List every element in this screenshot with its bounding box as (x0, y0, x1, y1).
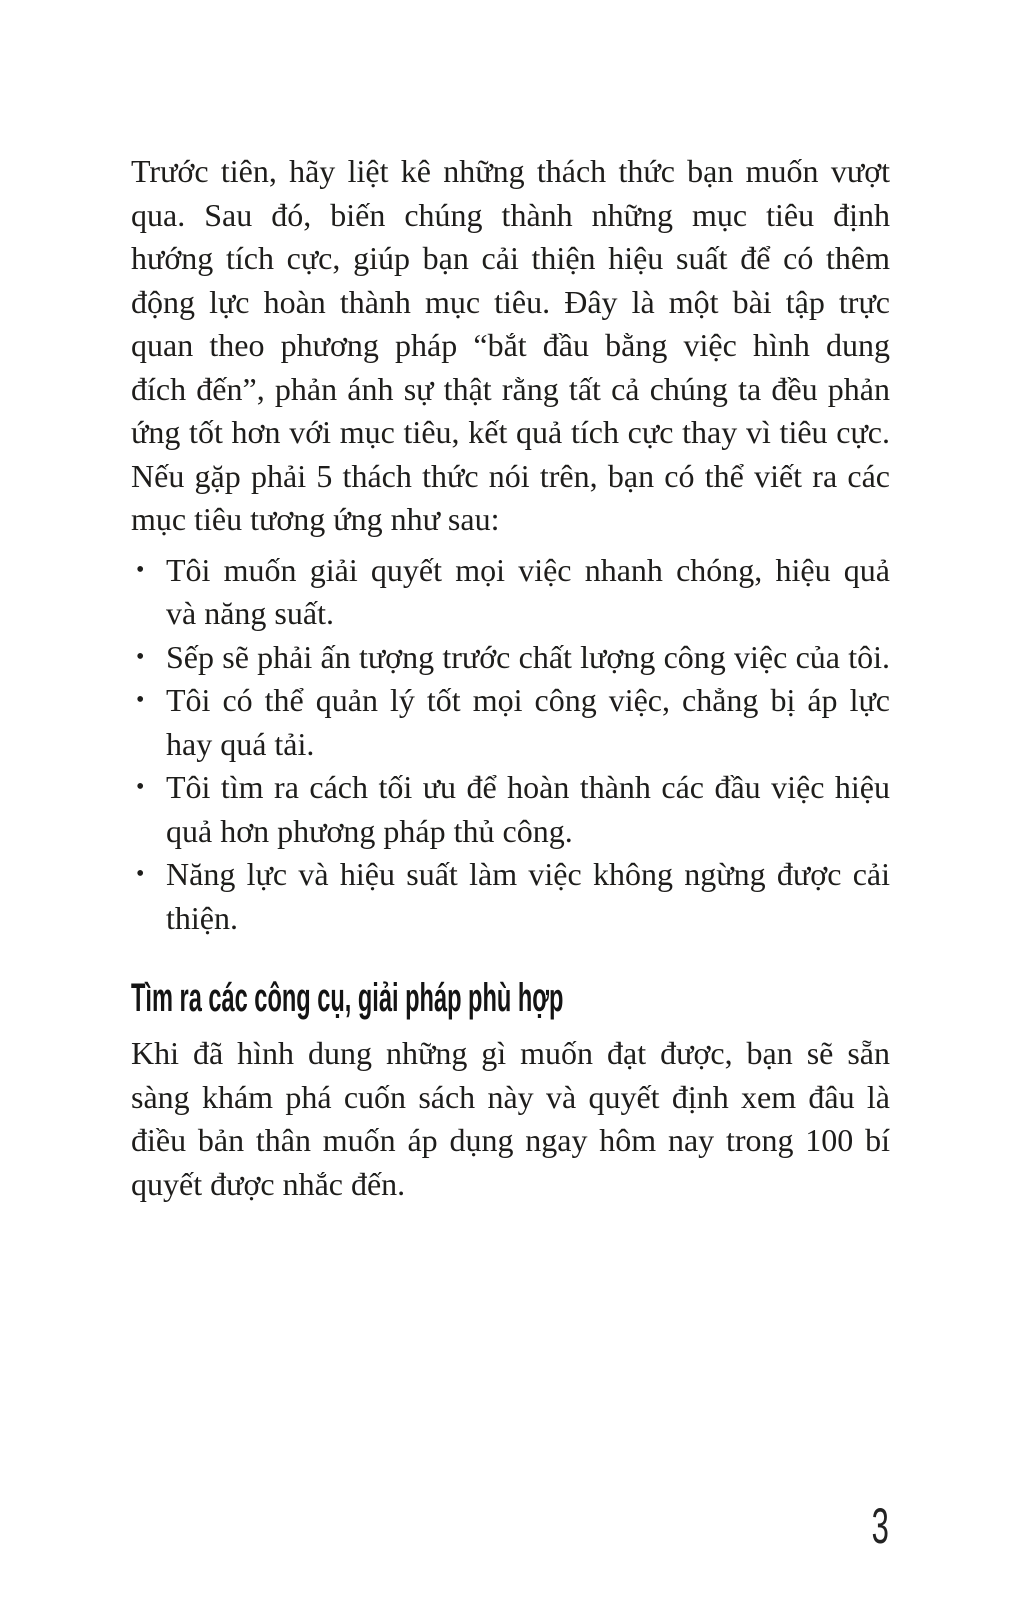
text-line: quyết được nhắc đến. (131, 1165, 406, 1202)
text-line: sàng khám phá cuốn sách này và quyết định xem đâu là (131, 1078, 890, 1115)
text-line: Năng lực và hiệu suất làm việc không ngừng được cải (166, 856, 890, 892)
list-item-text (166, 766, 890, 853)
page-content (131, 150, 890, 1206)
list-item-text (166, 549, 890, 636)
bullet-icon: • (136, 643, 145, 670)
text-line: Tôi có thể quản lý tốt mọi công việc, chẳng bị áp lực (166, 682, 890, 718)
text-line: mục tiêu tương ứng như sau: (131, 501, 500, 537)
text-line: Tôi muốn giải quyết mọi việc nhanh chóng, hiệu quả (166, 551, 890, 588)
text-line: quan theo phương pháp “bắt đầu bằng việc hình dung (131, 327, 890, 363)
text-line: và năng suất. (166, 595, 334, 631)
page-number: 3 (871, 1498, 889, 1554)
intro-paragraph (131, 150, 890, 542)
bullet-icon: • (136, 861, 145, 887)
text-line: Tôi tìm ra cách tối ưu để hoàn thành các đầu việc hiệu (166, 769, 890, 805)
text-line: Nếu gặp phải 5 thách thức nói trên, bạn có thể viết ra các (131, 457, 890, 494)
text-line: ứng tốt hơn với mục tiêu, kết quả tích cực thay vì tiêu cực. (131, 414, 890, 450)
text-line: hướng tích cực, giúp bạn cải thiện hiệu suất để có thêm (131, 240, 890, 276)
list-item (131, 853, 890, 940)
list-item (131, 766, 890, 853)
bullet-icon: • (136, 774, 145, 800)
section-heading: Tìm ra các công cụ, giải pháp phù hợp (131, 976, 564, 1020)
text-line: Khi đã hình dung những gì muốn đạt được, bạn sẽ sẵn (131, 1035, 890, 1071)
list-item (131, 636, 890, 680)
list-item (131, 549, 890, 636)
list-item-text (166, 636, 890, 680)
text-line: đích đến”, phản ánh sự thật rằng tất cả chúng ta đều phản (131, 370, 890, 407)
text-line: Sếp sẽ phải ấn tượng trước chất lượng công việc của tôi. (166, 638, 890, 675)
text-line: quả hơn phương pháp thủ công. (166, 812, 573, 849)
text-line: điều bản thân muốn áp dụng ngay hôm nay trong 100 bí (131, 1122, 890, 1158)
bullet-icon: • (136, 687, 145, 713)
goal-list (131, 549, 890, 941)
text-line: thiện. (166, 899, 238, 936)
list-item-text (166, 853, 890, 940)
list-item-text (166, 679, 890, 766)
text-line: động lực hoàn thành mục tiêu. Đây là một bài tập trực (131, 283, 890, 320)
text-line: qua. Sau đó, biến chúng thành những mục tiêu định (131, 196, 890, 233)
bullet-icon: • (136, 556, 145, 583)
text-line: hay quá tải. (166, 725, 315, 762)
list-item (131, 679, 890, 766)
closing-paragraph (131, 1032, 890, 1206)
text-line: Trước tiên, hãy liệt kê những thách thức bạn muốn vượt (131, 153, 890, 189)
